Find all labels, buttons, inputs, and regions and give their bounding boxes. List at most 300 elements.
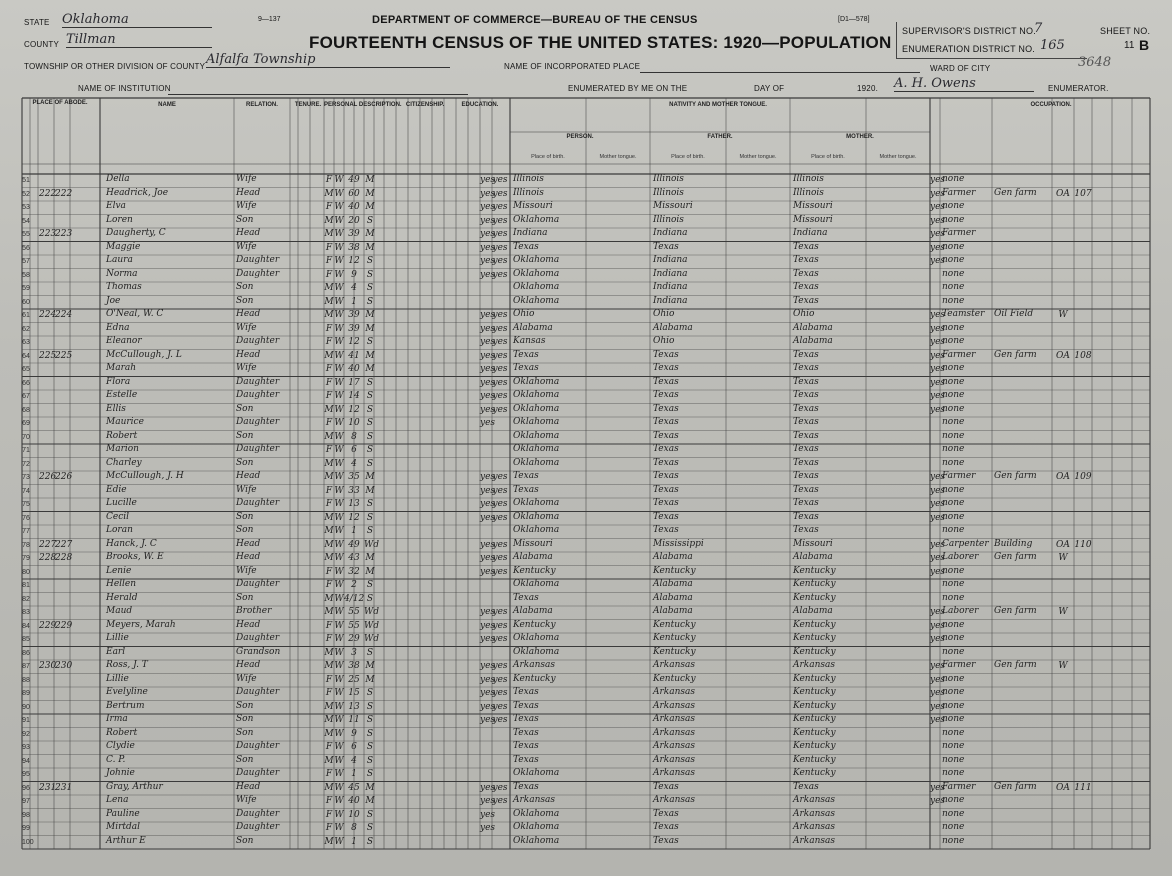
township-value: Alfalfa Township [206, 52, 450, 68]
birthplace: Oklahoma [513, 498, 560, 508]
father-birthplace: Kentucky [653, 619, 696, 630]
dwelling-number: 231 [39, 782, 57, 793]
employment-class: OA [1056, 188, 1070, 199]
occupation: none [942, 484, 965, 495]
father-birthplace: Texas [653, 403, 679, 414]
relation: Wife [236, 363, 257, 373]
speaks-english: yes [930, 188, 946, 199]
relation: Daughter [236, 444, 280, 454]
sex: F [325, 175, 333, 185]
dwelling-number: 222 [39, 188, 57, 199]
race: W [334, 283, 344, 293]
person-name: Mirtdal [106, 822, 141, 832]
person-name: Maud [106, 606, 133, 616]
father-birthplace: Texas [653, 471, 679, 481]
group-mother: MOTHER. [846, 134, 874, 140]
person-name: Clydie [106, 741, 135, 751]
group-name: NAME [158, 102, 176, 108]
birthplace: Kansas [513, 336, 546, 346]
father-birthplace: Indiana [653, 295, 688, 306]
age: 40 [348, 364, 360, 374]
able-to-write: yes [492, 539, 508, 550]
row-number: 93 [22, 744, 30, 751]
enumerator-value: A. H. Owens [894, 76, 1034, 92]
birthplace: Oklahoma [513, 835, 560, 846]
row-number: 65 [22, 366, 30, 373]
row-number: 80 [22, 568, 30, 576]
person-name: Ross, J. T [106, 660, 148, 670]
able-to-write: yes [492, 620, 508, 631]
age: 49 [348, 539, 360, 550]
able-to-read: yes [480, 634, 496, 644]
age: 8 [351, 431, 357, 442]
row-number: 78 [22, 541, 30, 549]
able-to-read: yes [480, 661, 496, 671]
sex: M [324, 607, 334, 617]
person-name: O'Neal, W. C [106, 309, 164, 319]
age: 20 [348, 215, 360, 226]
mother-birthplace: Texas [793, 498, 819, 508]
dwelling-number: 228 [39, 553, 57, 563]
sex: M [324, 215, 334, 226]
person-name: Pauline [106, 808, 140, 819]
mother-place-of-birth-header: Place of birth. [811, 154, 845, 160]
age: 43 [348, 553, 360, 563]
row-number: 69 [22, 420, 30, 427]
relation: Daughter [236, 822, 280, 832]
birthplace: Texas [513, 241, 539, 252]
sex: F [325, 418, 333, 428]
marital-status: S [366, 215, 374, 226]
row-number: 98 [22, 811, 30, 819]
relation: Son [236, 295, 254, 306]
able-to-read: yes [480, 620, 496, 631]
occupation: Carpenter [942, 538, 989, 549]
marital-status: S [366, 769, 374, 779]
father-birthplace: Arkansas [653, 768, 696, 778]
age: 10 [348, 809, 360, 820]
row-number: 83 [22, 609, 30, 616]
row-number: 68 [22, 406, 30, 414]
age: 10 [348, 418, 360, 428]
relation: Daughter [236, 687, 280, 697]
row-number: 64 [22, 352, 30, 360]
birthplace: Kentucky [513, 619, 556, 630]
age: 9 [351, 269, 357, 280]
group-place-of-abode: PLACE OF ABODE. [32, 100, 88, 106]
marital-status: S [366, 269, 374, 280]
person-name: Marah [106, 363, 137, 373]
relation: Daughter [236, 741, 280, 751]
father-birthplace: Arkansas [653, 727, 696, 738]
father-birthplace: Arkansas [653, 754, 696, 765]
able-to-write: yes [492, 782, 508, 793]
mother-birthplace: Arkansas [793, 795, 836, 805]
employment-class: OA [1056, 472, 1070, 482]
race: W [334, 661, 344, 671]
relation: Son [236, 727, 254, 738]
relation: Head [236, 660, 261, 670]
occupation: none [942, 376, 965, 387]
age: 39 [348, 229, 360, 239]
father-birthplace: Alabama [653, 322, 693, 333]
mother-birthplace: Kentucky [793, 768, 836, 778]
speaks-english: yes [930, 553, 946, 563]
able-to-read: yes [480, 539, 496, 550]
enumeration-label: ENUMERATION DISTRICT NO. [902, 44, 1035, 54]
birthplace: Arkansas [513, 795, 556, 805]
mother-birthplace: Alabama [793, 322, 833, 333]
birthplace: Oklahoma [513, 390, 560, 400]
person-name: Lillie [106, 673, 129, 684]
marital-status: S [366, 526, 374, 536]
mother-birthplace: Alabama [793, 336, 833, 346]
able-to-write: yes [492, 607, 508, 617]
sex: F [325, 796, 333, 806]
row-number: 53 [22, 204, 30, 211]
row-number: 99 [22, 825, 30, 832]
marital-status: M [365, 674, 375, 685]
sex: F [325, 202, 333, 212]
row-number: 60 [22, 298, 30, 306]
speaks-english: yes [930, 701, 946, 712]
group-education: EDUCATION. [461, 102, 499, 108]
occupation: Laborer [942, 552, 979, 562]
sex: M [324, 715, 334, 725]
father-place-of-birth-header: Place of birth. [671, 154, 705, 160]
birthplace: Texas [513, 754, 539, 765]
able-to-write: yes [492, 499, 508, 509]
speaks-english: yes [930, 350, 946, 361]
sex: M [324, 728, 334, 739]
occupation: none [942, 430, 965, 441]
able-to-read: yes [480, 823, 496, 833]
employment-class: W [1058, 661, 1068, 671]
marital-status: M [365, 175, 375, 185]
birthplace: Kentucky [513, 565, 556, 576]
mother-birthplace: Alabama [793, 606, 833, 616]
occupation: none [942, 619, 965, 630]
age: 55 [348, 620, 360, 631]
ward-label: WARD OF CITY [930, 64, 991, 73]
race: W [334, 526, 344, 536]
dwelling-number: 230 [39, 661, 57, 671]
farm-schedule: 107 [1074, 188, 1092, 199]
occupation: none [942, 835, 965, 846]
speaks-english: yes [930, 796, 946, 806]
person-name: Loren [106, 214, 133, 225]
enumeration-value: 165 [1040, 38, 1065, 53]
able-to-write: yes [492, 485, 508, 496]
marital-status: S [366, 715, 374, 725]
birthplace: Oklahoma [513, 633, 560, 643]
race: W [334, 674, 344, 685]
form-number: 9—137 [258, 16, 281, 23]
able-to-read: yes [480, 229, 496, 239]
department-title: DEPARTMENT OF COMMERCE—BUREAU OF THE CENSUS [372, 14, 698, 26]
mother-birthplace: Alabama [793, 552, 833, 562]
marital-status: S [366, 431, 374, 442]
father-birthplace: Missouri [653, 201, 693, 211]
employment-class: W [1058, 607, 1068, 617]
relation: Daughter [236, 336, 280, 346]
person-name: Hellen [106, 579, 137, 589]
marital-status: M [365, 229, 375, 239]
county-label: COUNTY [24, 40, 59, 49]
employment-class: W [1058, 553, 1068, 563]
age: 40 [348, 202, 360, 212]
able-to-write: yes [492, 215, 508, 226]
speaks-english: yes [930, 674, 946, 685]
employment-class: OA [1056, 782, 1070, 793]
sex: M [324, 512, 334, 523]
mother-birthplace: Texas [793, 525, 819, 535]
able-to-read: yes [480, 607, 496, 617]
farm-schedule: 111 [1074, 782, 1092, 793]
relation: Son [236, 592, 254, 603]
birthplace: Ohio [513, 309, 535, 319]
dwelling-number: 224 [39, 310, 57, 320]
birthplace: Texas [513, 714, 539, 724]
speaks-english: yes [930, 620, 946, 631]
sex: M [324, 350, 334, 361]
sex: F [325, 269, 333, 280]
marital-status: Wd [364, 634, 380, 644]
row-number: 72 [22, 460, 30, 468]
father-birthplace: Texas [653, 835, 679, 846]
able-to-write: yes [492, 188, 508, 199]
relation: Daughter [236, 633, 280, 643]
farm-schedule: 110 [1074, 539, 1092, 550]
birthplace: Texas [513, 781, 539, 792]
father-birthplace: Kentucky [653, 646, 696, 657]
sex: F [325, 823, 333, 833]
row-number: 70 [22, 433, 30, 441]
speaks-english: yes [930, 661, 946, 671]
father-birthplace: Kentucky [653, 565, 696, 576]
age: 35 [348, 472, 360, 482]
family-number: 227 [55, 539, 73, 550]
birthplace: Oklahoma [513, 403, 560, 414]
father-birthplace: Texas [653, 417, 679, 427]
row-number: 91 [22, 717, 30, 724]
father-birthplace: Illinois [653, 187, 684, 198]
able-to-read: yes [480, 215, 496, 226]
age: 17 [348, 377, 360, 388]
age: 6 [351, 445, 357, 455]
father-birthplace: Indiana [653, 255, 688, 265]
person-name: Thomas [106, 282, 142, 292]
row-number: 81 [22, 582, 30, 589]
occupation: none [942, 768, 965, 778]
occupation: none [942, 727, 965, 738]
birthplace: Oklahoma [513, 376, 560, 387]
person-name: Joe [106, 295, 121, 306]
marital-status: Wd [364, 620, 380, 631]
relation: Son [236, 282, 254, 292]
speaks-english: yes [930, 512, 946, 523]
relation: Son [236, 835, 254, 846]
relation: Daughter [236, 268, 280, 279]
father-birthplace: Illinois [653, 174, 684, 184]
birthplace: Texas [513, 363, 539, 373]
form-code: [D1—578] [838, 16, 870, 23]
occupation: none [942, 457, 965, 468]
marital-status: Wd [364, 539, 380, 550]
speaks-english: yes [930, 782, 946, 793]
race: W [334, 256, 344, 266]
person-name: Flora [106, 376, 131, 387]
age: 14 [348, 391, 360, 401]
marital-status: S [366, 809, 374, 820]
sex: F [325, 674, 333, 685]
able-to-write: yes [492, 674, 508, 685]
marital-status: M [365, 661, 375, 671]
marital-status: S [366, 458, 374, 469]
sex: F [325, 742, 333, 752]
marital-status: S [366, 418, 374, 428]
speaks-english: yes [930, 215, 946, 226]
father-birthplace: Alabama [653, 592, 693, 603]
person-name: Robert [106, 727, 138, 738]
census-title: FOURTEENTH CENSUS OF THE UNITED STATES: 1920—POPULATION [309, 33, 892, 52]
race: W [334, 445, 344, 455]
race: W [334, 202, 344, 212]
employment-class: OA [1056, 539, 1070, 550]
relation: Wife [236, 201, 257, 211]
farm-schedule: 109 [1074, 472, 1092, 482]
family-number: 223 [55, 229, 73, 239]
speaks-english: yes [930, 310, 946, 320]
person-name: Gray, Arthur [106, 781, 163, 792]
township-label: TOWNSHIP OR OTHER DIVISION OF COUNTY [24, 62, 206, 71]
occupation: none [942, 390, 965, 400]
group-occupation: OCCUPATION. [1030, 102, 1072, 108]
row-number: 52 [22, 190, 30, 198]
occupation: none [942, 592, 965, 603]
speaks-english: yes [930, 364, 946, 374]
birthplace: Oklahoma [513, 525, 560, 535]
able-to-read: yes [480, 350, 496, 361]
able-to-write: yes [492, 202, 508, 212]
speaks-english: yes [930, 229, 946, 239]
person-name: Lillie [106, 633, 129, 643]
marital-status: S [366, 404, 374, 415]
sex: M [324, 836, 334, 847]
marital-status: S [366, 836, 374, 847]
person-name: Irma [106, 714, 128, 724]
speaks-english: yes [930, 202, 946, 212]
mother-birthplace: Missouri [793, 201, 833, 211]
occupation: Farmer [942, 660, 976, 670]
race: W [334, 512, 344, 523]
mother-birthplace: Kentucky [793, 687, 836, 697]
relation: Head [236, 228, 261, 238]
able-to-write: yes [492, 566, 508, 577]
mother-birthplace: Arkansas [793, 808, 836, 819]
able-to-read: yes [480, 701, 496, 712]
marital-status: Wd [364, 607, 380, 617]
birthplace: Texas [513, 471, 539, 481]
able-to-write: yes [492, 337, 508, 347]
birthplace: Oklahoma [513, 808, 560, 819]
mother-birthplace: Kentucky [793, 592, 836, 603]
occupation: none [942, 417, 965, 427]
person-name: Della [106, 174, 130, 184]
mother-birthplace: Texas [793, 268, 819, 279]
occupation: Teamster [942, 309, 985, 319]
relation: Wife [236, 322, 257, 333]
sex: M [324, 701, 334, 712]
speaks-english: yes [930, 607, 946, 617]
birthplace: Kentucky [513, 673, 556, 684]
relation: Head [236, 619, 261, 630]
sex: M [324, 782, 334, 793]
person-name: Laura [106, 255, 133, 265]
able-to-write: yes [492, 553, 508, 563]
occupation: none [942, 754, 965, 765]
person-name: McCullough, J. L [106, 349, 182, 360]
person-name: Cecil [106, 511, 130, 522]
father-birthplace: Ohio [653, 336, 675, 346]
row-number: 77 [22, 528, 30, 535]
speaks-english: yes [930, 485, 946, 496]
family-number: 226 [55, 472, 73, 482]
able-to-read: yes [480, 566, 496, 577]
sex: F [325, 580, 333, 590]
mother-birthplace: Kentucky [793, 727, 836, 738]
birthplace: Alabama [513, 552, 553, 562]
marital-status: S [366, 296, 374, 307]
race: W [334, 742, 344, 752]
row-number: 95 [22, 771, 30, 778]
person-name: Lucille [106, 498, 137, 508]
sex: M [324, 404, 334, 415]
marital-status: M [365, 796, 375, 806]
sex: M [324, 229, 334, 239]
relation: Son [236, 403, 254, 414]
age: 25 [348, 674, 360, 685]
race: W [334, 188, 344, 199]
father-birthplace: Mississippi [653, 538, 704, 549]
speaks-english: yes [930, 499, 946, 509]
speaks-english: yes [930, 472, 946, 482]
birthplace: Texas [513, 727, 539, 738]
occupation: none [942, 673, 965, 684]
race: W [334, 269, 344, 280]
occupation: none [942, 174, 965, 184]
mother-birthplace: Arkansas [793, 822, 836, 832]
able-to-read: yes [480, 337, 496, 347]
sex: M [324, 283, 334, 293]
mother-birthplace: Arkansas [793, 660, 836, 670]
state-value: Oklahoma [62, 12, 212, 28]
marital-status: S [366, 580, 374, 590]
mother-birthplace: Texas [793, 484, 819, 495]
mother-birthplace: Texas [793, 376, 819, 387]
father-birthplace: Arkansas [653, 714, 696, 724]
father-birthplace: Alabama [653, 552, 693, 562]
sex: M [324, 526, 334, 536]
row-number: 92 [22, 730, 30, 738]
row-number: 56 [22, 244, 30, 252]
supervisor-label: SUPERVISOR'S DISTRICT NO. [902, 26, 1036, 36]
occupation: none [942, 201, 965, 211]
row-number: 79 [22, 555, 30, 562]
able-to-read: yes [480, 418, 496, 428]
marital-status: M [365, 364, 375, 374]
marital-status: S [366, 823, 374, 833]
